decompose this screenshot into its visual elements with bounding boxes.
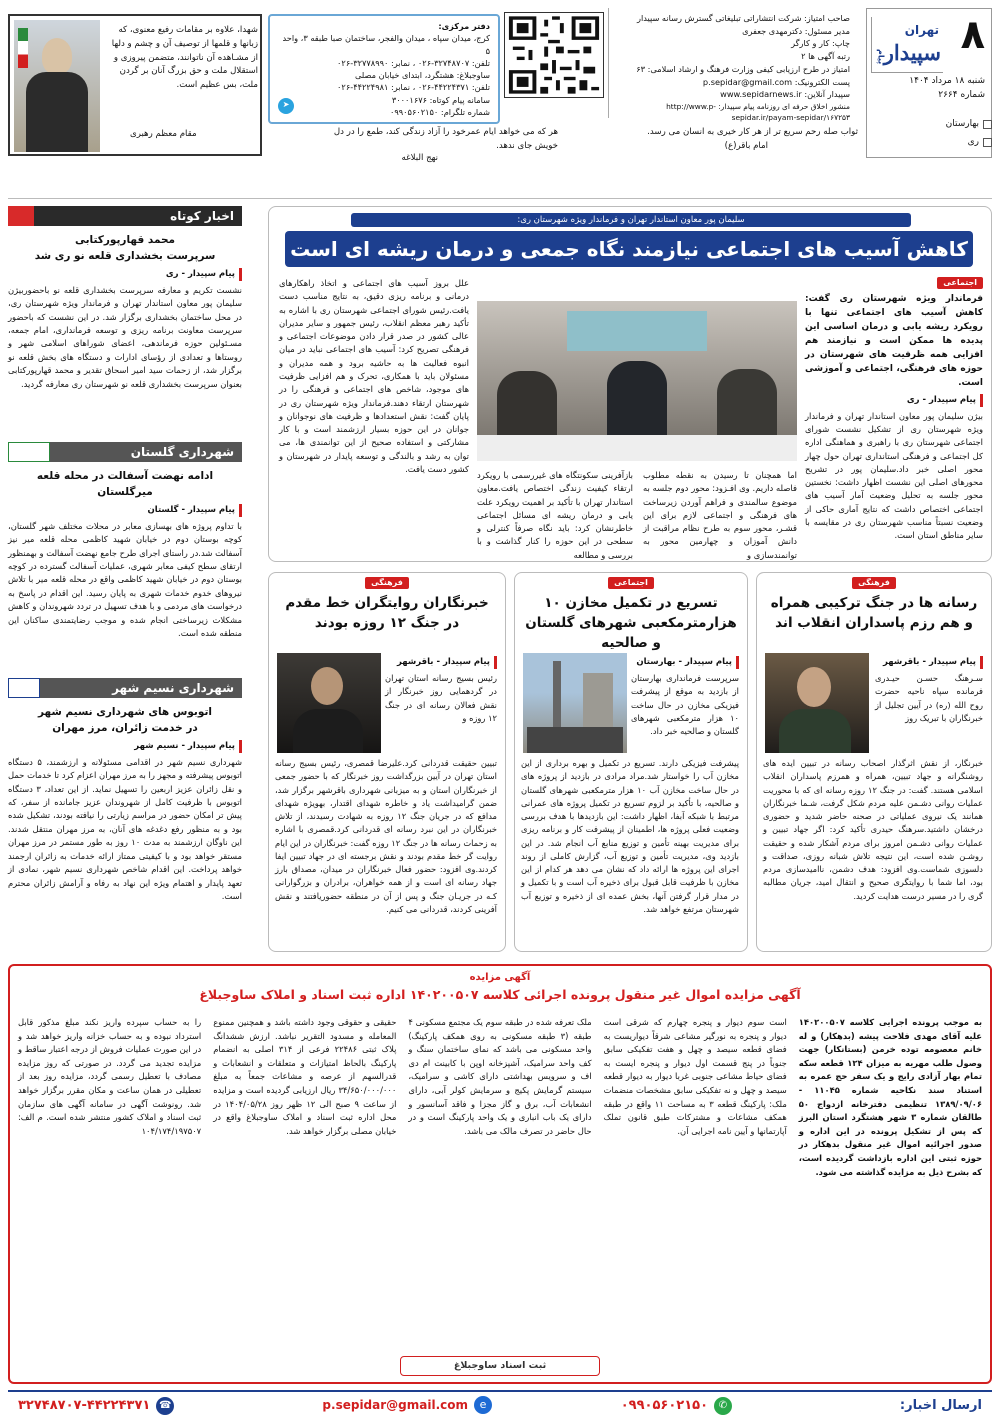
phone-icon: ☎ [156,1397,174,1415]
section-title: شهرداری گلستان [8,442,242,462]
edition-item-rey: ری [866,136,992,150]
article-body: بیژن سلیمان پور معاون استاندار تهران و فرماندار ویژه شهرستان ری از تشکیل نشست شورای اجتماعی شهرستان ری با راهبری و هماهنگی اداره کل اجتماعی و فرهنگی استانداری تهران حول چهار محور اصلی خبر داد.سلیمان پور در تشریح محورهای اصلی این نشست اظهار داشت: نخستین محور جلسه به تحلیل وضعیت آمار آسیب های اجتماعی اختصاص داشت که نتایج آماری حاکی از وضعیت نسبتاً مناسب شهرستان ری در مقایسه با سایر مناطق استان است. [805,410,983,541]
main-story-headline: کاهش آسیب های اجتماعی نیازمند نگاه جمعی و درمان ریشه ای است [285,231,973,267]
office-line: کرج، میدان سپاه ، میدان والفجر، ساختمان صبا طبقه ۳، واحد ۵ [282,33,490,56]
office-line: تلفن: ۴۴۲۲۴۳۷۱-۰۲۶ ، نمابر: ۴۴۲۲۴۹۸۱-۰۲۶ [337,82,490,93]
face-shape [797,667,831,707]
hadith-1: ثواب صله رحم سریع تر از هر کار خیری به انسان می رسد. امام باقر(ع) [568,126,858,154]
hadith-source: امام باقر(ع) [724,140,768,151]
robe-shape [26,72,88,152]
leader-quote-source: مقام معظم رهبری [130,129,197,139]
whatsapp-icon: ✆ [714,1397,732,1415]
story-intro [385,653,497,725]
table-shape [477,435,797,461]
leader-quote-text: شهدا، علاوه بر مقامات رفیع معنوی، که زبانها و قلمها از توصیف آن و چشم و دلها از مشـاهده آن ناتوانند، متضمن پیروزی و استقلال ملت و حق بزرگ آنان بر گردن ملت، بس عظیم است. [111,25,258,90]
article-body: شهرداری نسیم شهر در اقدامی مسئولانه و ارزشمند، ۵ دستگاه اتوبوس پیشرفته و مجهز را به مرز مهران اعزام کرد تا خدمات حمل و نقل زائران عزیز اربعین را تسهیل نماید. از این تعداد، ۳ دستگاه اتوبوس با ظرفیت کامل از شهروندان عزیز جامانده از سفر، که پیش تر امکان حضور در مراسم زیارتی را نیافته بودند، تشکیل شده بود و به منظور رفع دغدغه های آنان، به مرز مهران منتقل شدند. این ناوگان ارزشمند به مدت ۱۰ روز به طور مستمر در مرز مهران مستقر خواهد بود و با کیفیتی ممتاز ارائه خدمات به زائران ارجمند خواهد پرداخت. این اقدام شاخص شهرداری نسیم شهر، نمادی از تعهد پایدار و اهتمام ویژه این نهاد به رفاه و آرامش زائران محترم است. [8,756,242,902]
ad-column: است سوم دیوار و پنجره چهارم که شرقی است دیوار و پنجره به نورگیر مشاعی شرقاً دیواریست به فضای قطعه سیصد و چهل و هفت تفکیکی سابق جنوباً در پنج قسمت اول دیوار و پنجره ایست به فضای حیاط مشاعی جنوبی غربا دیوار به دیوار قطعه سیصد و چهل و نه تفکیکی سابق مشخصات منضمات ملک: پارکینگ قطعه ۳ به مساحت ۱۱ واقع در طبقه همکف مشاعات و مشترکات طبق قانون تملک آپارتمانها و آیین نامه اجرایی آن. [603,1017,787,1136]
byline: پیام سپیدار - نسیم شهر [8,740,242,753]
structure-shape [553,661,561,731]
ad-signature: ثبت اسناد ساوجبلاغ [400,1356,600,1376]
office-line: سامانه پیام کوتاه: ۳۰۰۰۱۶۷۶ [391,94,490,105]
issue-number: شماره ۲۶۶۴ [938,90,985,100]
article-body: تبیین حقیقت قدردانی کرد.علیرضا قمصری، رئیس بسیج رسانه استان تهران در آیین بزرگداشت روز خبرنگار که با حضور جمعی از خبرنگاران استان و به میزبانی شهرداری باقرشهر برگزار شد، ضمن گرامیداشت یاد و خاطره شهدای اقتدار، بهویژه شهدای مدافع که در جریان جنگ ۱۲ روزه به شهادت رسیدند، از تلاش خبرنگاران در این نبرد رسانه ای قدردانی کرد.قمصری با اشاره به زحمات رسانه ها در جنگ ۱۲ روزه گفت: خبرنگاران در این ایام روایت گر خط مقدم بودند و نقش برجسته ای در جهاد تبیین ایفا کردند.وی افزود: حضور فعال خبرنگاران در میدان، مصداق بارز جهاد رسانه ای است و از همه خواهران، برادران و بزرگوارانی کـه در جریـان جنگ و پس از آن در منطقه حضوریافتند و نقش آفرینی کردند، قدردانی می کنیم. [275,758,497,914]
edition-checklist [866,118,992,158]
footer-tel[interactable]: ☎ ۳۲۷۴۸۷۰۷-۴۴۲۲۴۳۷۱ [18,1396,174,1416]
hadith-source: نهج البلاغه [401,152,438,163]
story-photo [523,653,627,753]
credit-line: چاپ: کار و کارگر [791,38,850,49]
article-body: خبرنگار، از نقش اثرگذار اصحاب رسانه در تبیین ایده های روشنگرانه و جهاد تبیین، همراه و همرزم پاسداران انقلاب اسلامی هستند. گفت: در جنگ ۱۲ روزه رسانه ای که با محوریت عملیات روانی دشـمن علیه مردم شکل گرفت، شـما خبرنگاران همانند یک نیروی عملیاتی در صحنه حاضر شدید و حضوری درخشان داشتید.سرهنگ حیدری تأکید کرد: اگر جهاد تبیین و عملیات روانی دشـمن امروز برای مردم آشکار شده و حقیقت روشـن شده است، این نتیجه تلاش شبانه روزی، صداقت و دلسوزی شماست.وی افزود: هدف دشمن، ناامیدسازی مردم بود، اما شما با روایتگری صحیح و انتقال امید، جریان مطالبه گری را در مسیر درست هدایت کردید. [763,758,983,901]
category-badge: فرهنگی [365,577,409,589]
section-tag-icon [8,206,34,226]
main-story [268,206,992,562]
page-number: ۸ [960,12,985,58]
category-badge: فرهنگی [852,577,896,589]
footer-label: ارسال اخبار: [899,1398,982,1413]
footer-email[interactable]: e p.sepidar@gmail.com [322,1396,492,1415]
story-photo [277,653,381,753]
byline: پیام سپیدار - ری [8,268,242,281]
story-headline: خبرنگاران روایتگران خط مقدم در جنگ ۱۲ روزه بودند [285,594,489,632]
brief-headline: سرپرست بخشداری قلعه نو ری شد [34,250,216,263]
brief-person: محمد قهارپورکتابی [74,234,176,246]
credit-line: منشور اخلاق حرفه ای روزنامه پیام سپیدار: http://www.p-sepidar.ir/payam-sepidar/۱۶۷۲۵۳ [666,101,850,123]
edition-item-baharestan: بهارستان [866,118,992,132]
checkbox-icon [983,138,992,147]
hadith-2: هر که می خواهد ایام عمرخود را آزاد زندگی کند، طمع را در دل خویش جای ندهد. نهج البلاغه [318,126,558,165]
nasimshahr-logo-icon [8,678,40,698]
brief-item [8,468,242,641]
screen-shape [567,311,707,351]
story-headline: رسانه ها در جنگ ترکیبی همراه و هم رزم پاسداران انقلاب اند [770,594,978,632]
story-lead: سرپرست فرمانداری بهارستان از بازدید به موقع از پیشرفت فیزیکی مخازن در حال ساخت ۱۰ هزار مترمکعبی شهرهای گلستان و صالحیه خبر داد. [631,673,739,737]
story-lead: رئیس بسیج رسانه استان تهران در گردهمایی روز خبرنگار از نقش فعالان رسانه ای در جنگ ۱۲ روزه و [385,673,497,723]
leader-quote-box [8,14,262,156]
email-icon: e [474,1396,492,1414]
credit-line: صاحب امتیاز: شرکت انتشاراتی تبلیغاتی گسترش رسانه سپیدار [636,13,850,23]
footer-phone[interactable]: ✆ ۰۹۹۰۵۶۰۲۱۵۰ [621,1396,732,1416]
logo-main-text: سپیدار [883,40,941,65]
hadith-row [263,126,858,163]
flag-icon [18,28,28,68]
main-story-lead: فرماندار ویژه شهرستان ری گفت: کاهش آسیب های اجتماعی تنها با رویکرد ریشه یابی و درمان اساسی این پدیده ها ممکن است و نیازمند هم افزایی همه ظرفیت های شهرستان در حوزه های فرهنگی، اجتماعی و آموزشی است. [805,293,983,388]
story-photo [765,653,869,753]
structure-shape [583,673,613,733]
byline: پیام سپیدار - باقرشهر [385,656,497,669]
credit-line: رتبه آگهی ها ۲ [801,51,850,62]
story-card [514,572,748,952]
office-line: تلفن: ۳۲۷۴۸۷۰۷-۰۲۶ ، نمابر: ۳۲۷۷۸۹۹۰-۰۲۶ [337,57,490,68]
ad-column: را به حساب سپرده واریز نکند مبلغ مذکور قابل استرداد نبوده و به حساب خزانه واریز خواهد شد و در این صورت عملیات فروش از درجه اعتبار ساقط و مزایده تجدید می گردد. در صورتی که روز مزایده مصادف با تعطیل رسمی گردد، مزایده روز بعد از تعطیلی در همان ساعت و مکان مقرر برگزار خواهد شد. رونوشت آگهی در سامانه آگهی های سازمان ثبت اسناد و املاک کشور منتشر شده است. م الف: ۱۰۴/۱۷۴/۱۹۷۵۰۷ [17,1017,202,1136]
footer-contact-bar [8,1390,992,1418]
ad-headline: آگهی مزایده اموال غیر منقول پرونده اجرائی کلاسه ۱۴۰۲۰۰۵۰۷ اداره ثبت اسناد و املاک ساوجبلاغ [199,986,801,1002]
issue-date: شنبه ۱۸ مرداد ۱۴۰۴ [909,76,985,86]
article-body: پیشرفت فیزیکی دارند. تسریع در تکمیل و بهره برداری از این مخازن آب را خواستار شد.مراد مرادی در بازدید از پروژه های در حال ساخت مخازن آب ۱۰ هزار مترمکعبی شهرهای گلستان و صالحیه، با تأکید بر لزوم تسریع در تکمیل پروژه های عمرانی مرتبط با شبکه آبفا، اظهار داشت: این بازدیدها با هدف بررسی وضعیت فعلی پروژه ها، اطمینان از پیشرفت کار و برنامه ریزی برای مدیریت بهینه تأمین و توزیع منابع آب انجام شد. در این بازدید وی، مدیریت تأمین و توزیع آب، گزارش کاملی از روند اجرای این پروژه ها ارائه داد که نشان می دهد هر کدام از این مخازن با ظرفیت قابل قبول برای ذخیره آب است و با تکمیل و در مدار قرار گرفتن آنها، بخش عمده ای از ذخیره و توزیع آب شهرستان مرتفع خواهد شد. [521,758,740,914]
leader-photo [14,20,100,152]
telegram-icon: ➤ [278,98,294,114]
ad-column: ملک تعرفه شده در طبقه سوم یک مجتمع مسکونی ۴ طبقه (۳ طبقه مسکونی به روی همکف پارکینگ) واحد مسکونی می باشد که نمای ساختمان سنگ و کف واحد سرامیک، آشپزخانه اوپن با کابینت ام دی اف و سرویس بهداشتی دارای کاشی و سرامیک، سیستم گرمایش پکیج و سرمایش کولر آبی، دارای انشعابات آب، برق و گاز مجزا و فاقد آسانسور و دارای یک باب انباری و یک واحد پارکینگ است و در حال حاضر در تصرف مالک می باشد. [408,1017,592,1136]
newspaper-logo [871,17,943,73]
face-shape [42,38,72,74]
golestan-logo-icon [8,442,50,462]
brief-news-column [8,206,242,954]
suit-shape [293,709,363,753]
group-shape [527,727,623,753]
credit-line: پست الکترونیک: p.sepidar@gmail.com [702,76,850,87]
article-body: نشست تکریم و معارفه سرپرست بخشداری قلعه نو باحضوربیژن سلیمان پور معاون استاندار تهران و فرماندار ویژه شهرستان ری، در محل ساختمان بخشداری برگزار شد. در این نشست که باحضور سرپرست معاونت برنامه ریزی و توسعه فرمانداری، امام جمعه، مسـئولین حوزه فرماندهی، اعضای شوراهای اسلامی شهر و روستاها و تعدادی از رؤسای ادارات و دستگاه های بخش قلعه نو برگزار شد، از زحمات سید امیر اسحاق تقدیر و محمد قهارپورکتابی بعنوان سرپرست بخشداری قلعه نو شهرستان ری معارفه گردید. [8,284,242,389]
checkbox-icon [983,120,992,129]
category-badge: اجتماعی [937,277,983,289]
face-shape [311,667,343,705]
brief-item [8,704,242,904]
divider [8,198,992,199]
story-intro [875,653,983,725]
byline: پیام سپیدار - گلستان [8,504,242,517]
byline: پیام سپیدار - باقرشهر [875,656,983,669]
auction-ad [8,964,992,1384]
ad-columns [18,1016,982,1346]
story-headline: تسریع در تکمیل مخازن ۱۰ هزارمترمکعبی شهرهای گلستان و صالحیه [525,594,737,652]
office-line: شماره تلگرام: ۰۹۹۰۵۶۰۲۱۵۰ [389,107,490,118]
category-badge: اجتماعی [608,577,654,589]
ad-label: آگهی مزایده [469,972,531,983]
main-story-col-1 [805,277,983,555]
office-line: ساوجبلاغ: هشتگرد، ابتدای خیابان مصلی [354,70,490,81]
story-lead: سـرهنگ حسـن حیـدری فرمانده سپاه ناحیه حضرت روح الله (ره) در آیین تجلیل از خبرنگاران با تبریک روز [875,673,983,723]
office-title: دفتر مرکزی: [438,21,490,31]
article-body: با تداوم پروژه های بهسازی معابر در محلات مختلف شهر گلستان، کوچه بوستان دوم در خیابان شهید کاظمی محله قلعه میر نیز آسفالت شد.در راستای اجرای طرح جامع نهضت آسفالت و بهمنظور ارتقای سطح کیفی معابر شهری، عملیات آسفالت گسترده در کوچه بوستان دوم در خیابان شهید کاظمی واقع در محله قلعه میر با تلاش نیروهای خدوم خدمات شهری به پایان رسید. این اقدام در پاسخ به درخواست های مردمی و با هدف تسهیل در تردد شهروندان و کاهش مشکلات زیرساختی انجام شده و موجب رضایتمندی ساکنان این منطقه شده است. [8,520,242,639]
qr-code-icon [504,12,604,98]
credits-block [608,8,858,123]
logo-small-text: تهران [904,23,939,37]
brief-headline: ادامه نهضت آسفالت در محله قلعه میرگلستان [36,470,214,499]
byline: پیام سپیدار - ری [805,394,983,407]
story-intro [631,653,739,739]
section-title: اخبار کوتاه [8,206,242,226]
article-body: علل بروز آسیب های اجتماعی و اتخاذ راهکارهای درمانی و برنامه ریزی دقیق، به نتایج مناسب دست یافت.رئیس شورای اجتماعی شهرستان ری با اشاره به تأکید رهبر معظم انقلاب، رئیس جمهور و سایر مدیران عالی کشور در صدر قرار دادن موضوعات اجتماعی و فرهنگی تصریح کرد: آسیب های اجتماعی نباید در میان انبوه فعالیت ها به حاشیه برود و همه مدیران و مسئولان باید با همکاری، تحرک و هم افزایی ظرفیت های موجود، شاخص های اجتماعی و فرهنگی را در شهرستان ارتقاء دهند.فرماندار ویژه شهرستان ری در پایان گفت: نقش استعدادها و ظرفیت های نوجوانان و جوانان در این حوزه بسیار ارزشمند است و با کار مشارکتی و استفاده صحیح از این توانمندی ها، می توان به رشد و بالندگی و توسعه پایدار در شهرستان و کشور دست یافت. [279,278,469,474]
uniform-shape [779,709,851,753]
credit-line: امتیاز در طرح ارزیابی کیفی وزارت فرهنگ و ارشاد اسلامی: ۶۳ [636,63,850,74]
story-card [756,572,992,952]
ad-column: به موجب پرونده اجرایی کلاسه ۱۴۰۲۰۰۵۰۷ علیه آقای مهدی فلاحت پیشه (بدهکار) و له خانم معصومه توده خرمن (بستانکار) جهت وصول طلب مهریه به میزان ۱۲۴ قطعه سکه تمام بهار آزادی رایج و یک سفر حج عمره به استناد سند نکاحیه شماره ۱۱۰۴۵ - ۱۳۸۹/۰۹/۰۶ تنظیمی دفترخانه ازدواج ۵۰ طالقان شماره ۳ شهر هشتگرد استان البرز که پس از تشکیل پرونده در این اداره و صدور اجرائیه اموال غیر منقول بدهکار در حوزه ثبتی این اداره بازداشت گردیده است، که بشرح ذیل به مزایده گذاشته می شود. [798,1017,982,1177]
brief-item [8,232,242,391]
brief-headline: در خدمت زائران، مرز مهران [52,722,198,735]
article-body: اما همچنان تا رسیدن به نقطه مطلوب فاصله داریم. وی افـزود: محور دوم جلسه به موضوع سالمندی و فراهم آوردن زیرساخت های فرهنگی و اجتماعی لازم برای این قشـر، محور سوم به طرح نظام مراقبت از دانش آموزان و چهارمین محور به توانمندسازی و [643,470,797,560]
main-story-kicker: سلیمان پور معاون استاندار تهران و فرماندار ویژه شهرستان ری: [351,213,911,227]
byline: پیام سپیدار - بهارستان [631,656,739,669]
credit-line: مدیر مسئول: دکترمهدی جعفری [742,25,850,36]
main-story-photo [477,301,797,461]
article-body: بازآفرینی سکونتگاه های غیررسمی با رویکرد ارتقاء کیفیت زندگی اختصاص یافت.معاون استاندار تهران با تأکید بر اهمیت رویکرد علت یابی و درمان ریشه ای مسائل اجتماعی خاطرنشان کرد: باید نگاه صرفاً کنترلی و سطحی در این حوزه را کنار گذاشت و با بررسی و مطالعه [477,470,633,560]
brief-headline: اتوبوس های شهرداری نسیم شهر [38,706,212,718]
office-contact-block [268,14,500,124]
story-card [268,572,506,952]
ad-column: حقیقی و حقوقی وجود داشته باشد و همچنین ممنوع المعامله و مسدود التقریر نباشد. ارزش ششدانگ پلاک ثبتی ۲۲۴۸۶ فرعی از ۳۱۴ اصلی به انضمام پارکینگ بالحاظ امتیازات و متعلقات و انشعابات و قدرالسهم از عرصه و مشاعات جمعاً به مبلغ ۳۴/۶۵۰/۰۰۰/۰۰۰ ریال ارزیابی گردیده است و مزایده از ساعت ۹ صبح الی ۱۲ ظهر روز ۱۴۰۴/۰۵/۲۸ در محل اداره ثبت اسناد و املاک ساوجبلاغ واقع در خیابان مصلی برگزار خواهد شد. [213,1017,397,1136]
section-title: شهرداری نسیم شهر [8,678,242,698]
credit-line: سپیدار آنلاین: www.sepidarnews.ir [720,89,850,100]
logo-side-text: پیام [876,49,886,65]
